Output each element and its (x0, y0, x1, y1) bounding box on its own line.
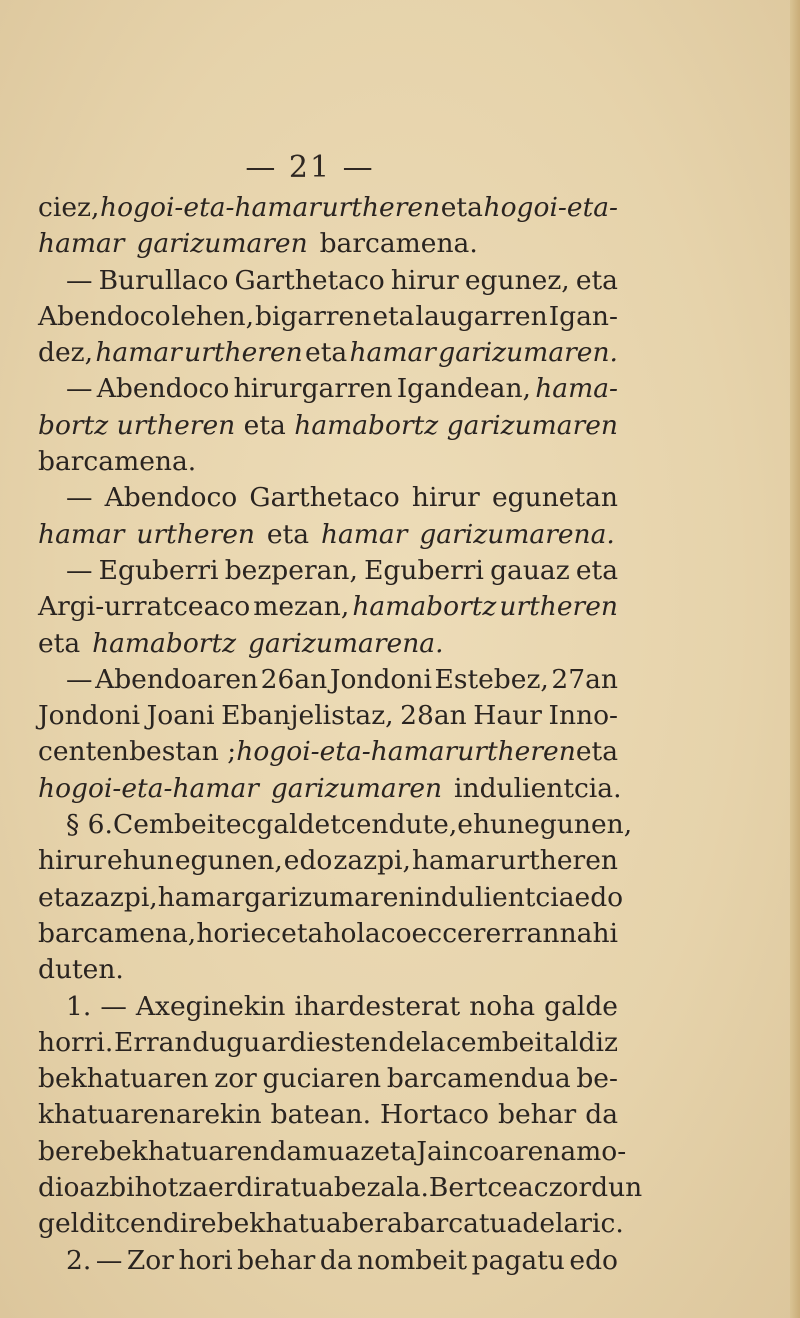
text-line (38, 1243, 618, 1279)
word: Jondoni (329, 663, 432, 695)
word: erran (485, 917, 560, 949)
text-line (38, 299, 618, 335)
italic-word: hamar (320, 518, 408, 550)
word: ihardesterat (294, 990, 461, 1022)
word: duten. (38, 954, 124, 986)
word: horiec (196, 917, 282, 949)
text-line (38, 226, 618, 262)
word: — (66, 264, 93, 296)
text-line (38, 589, 618, 625)
italic-word: hogoi-eta-hamar (100, 192, 321, 223)
word: eta (372, 300, 415, 332)
word: eta (440, 192, 483, 223)
word: Estebez, (434, 663, 549, 695)
word: behar (498, 1099, 577, 1131)
word: zazpi, (80, 881, 158, 913)
word: nombeit (357, 1244, 468, 1276)
word: eta (38, 881, 81, 913)
word: indulientcia. (454, 772, 622, 804)
italic-word: garizumaren (136, 228, 308, 260)
text-line (38, 335, 618, 371)
word: noha (469, 990, 536, 1022)
word: hamar (157, 881, 245, 913)
word: Abendoco (38, 300, 171, 332)
word: eta (575, 736, 618, 768)
italic-word: urtheren (184, 337, 303, 369)
word: centen (38, 736, 129, 768)
word: eta (38, 627, 81, 659)
word: Argi-urratceaco (38, 591, 251, 623)
word: Erran (114, 1026, 192, 1058)
word: ciez, (38, 192, 100, 223)
word: amo- (560, 1135, 627, 1167)
word: Haur (473, 700, 542, 732)
word: egunetan (492, 482, 618, 514)
word: Inno- (548, 700, 618, 732)
word: barcatua (402, 1208, 523, 1240)
word: Jondoni (38, 700, 141, 732)
italic-word: hamabortz (92, 627, 237, 659)
word: dugu (192, 1026, 261, 1058)
word: dioaz (38, 1172, 110, 1204)
word: edo (283, 845, 333, 877)
word: guciaren (262, 1063, 382, 1095)
word: zazpi, (333, 845, 411, 877)
italic-word: garizumaren. (438, 337, 618, 369)
word: — (66, 554, 93, 586)
word: khatuarenarekin (38, 1099, 262, 1131)
word: ardiesten (261, 1026, 388, 1058)
word: laugarren (415, 300, 548, 332)
text-line (38, 916, 618, 952)
word: bekhatuaren (38, 1063, 209, 1095)
word: Zor (126, 1244, 174, 1276)
word: edo (569, 1244, 618, 1276)
word: ehun (457, 809, 525, 841)
italic-word: hogoi-eta-hamar (236, 736, 458, 768)
word: eta (575, 554, 618, 586)
word: bekhatua (216, 1208, 342, 1240)
word: barcamena. (38, 446, 197, 478)
word: Cembeitec (112, 809, 257, 841)
word: batean. (270, 1099, 372, 1131)
word: eta (374, 1135, 417, 1167)
word: damuaz (269, 1135, 375, 1167)
text-line (38, 517, 618, 553)
word: Jaincoaren (416, 1135, 561, 1167)
italic-word: urtheren (116, 409, 236, 441)
word: Eguberri (98, 554, 219, 586)
word: eta (266, 518, 310, 550)
italic-word: urtheren (321, 192, 441, 223)
word: barcamena, (38, 917, 197, 949)
word: bekhatuaren (99, 1135, 270, 1167)
italic-word: urtheren (136, 518, 255, 550)
italic-word: hogoi-eta- (483, 192, 618, 223)
word: § 6. (66, 809, 113, 841)
word: Axeginekin (135, 990, 286, 1022)
word: da (319, 1244, 353, 1276)
italic-word: garizumarena. (419, 518, 615, 550)
page-edge (790, 0, 800, 1318)
word: 26an (260, 663, 328, 695)
word: pagatu (471, 1244, 565, 1276)
word: aldiz (554, 1026, 618, 1058)
text-line (38, 989, 618, 1025)
word: 28an (400, 700, 467, 732)
text-line (38, 408, 618, 444)
italic-word: hamabortz (294, 409, 439, 441)
italic-word: hamabortz (352, 591, 497, 623)
text-line (38, 771, 622, 807)
word: dute, (388, 809, 458, 841)
word: — (95, 1244, 123, 1276)
word: egunen, (524, 809, 633, 841)
page-body-text (38, 190, 643, 1279)
italic-word: hama- (535, 373, 618, 405)
italic-word: urtheren (457, 736, 576, 768)
text-line (38, 190, 618, 226)
word: Abendoco (104, 482, 238, 514)
word: hirur (411, 482, 480, 514)
text-line (38, 1025, 618, 1061)
word: edo (574, 881, 624, 913)
word: Garthetaco (234, 264, 385, 296)
word: be- (576, 1063, 618, 1095)
italic-word: hamar (38, 518, 125, 550)
word: erdiratua (208, 1172, 334, 1204)
word: da (585, 1099, 618, 1131)
word: cer (442, 917, 486, 949)
word: Garthetaco (249, 482, 400, 514)
word: behar (237, 1244, 316, 1276)
text-line (38, 1134, 627, 1170)
italic-word: garizumaren (446, 409, 618, 441)
word: Igan- (548, 300, 618, 332)
text-line (38, 444, 618, 480)
word: eta (281, 917, 324, 949)
word: hamar (411, 845, 499, 877)
word: lehen, (171, 300, 254, 332)
word: urtheren (499, 845, 618, 877)
word: hirur (38, 845, 106, 877)
text-line (38, 952, 618, 988)
word: bezala. (333, 1172, 429, 1204)
word: — (66, 663, 93, 695)
word: horri. (38, 1026, 114, 1058)
word: bezperan, (224, 554, 358, 586)
word: — (100, 990, 127, 1022)
italic-word: hamar (38, 228, 125, 260)
text-line (38, 880, 624, 916)
word: hirurgarren (233, 373, 393, 405)
word: eta (575, 264, 618, 296)
word: bihotza (109, 1172, 209, 1204)
word: bestan ; (129, 736, 237, 768)
word: barcamendua (386, 1063, 571, 1095)
word: barcamena. (319, 228, 478, 260)
text-line (38, 734, 618, 770)
word: zordun (548, 1172, 643, 1204)
word: 27an (551, 663, 618, 695)
text-line (38, 1061, 618, 1097)
word: Hortaco (380, 1099, 490, 1131)
word: 2. (66, 1244, 92, 1276)
word: hori (178, 1244, 233, 1276)
text-line (38, 843, 618, 879)
word: eta (243, 409, 286, 441)
word: egunen, (174, 845, 283, 877)
text-line (38, 807, 633, 843)
word: nahi (559, 917, 618, 949)
word: gelditcen (38, 1208, 163, 1240)
word: Abendoco (96, 373, 230, 405)
word: ehun (106, 845, 174, 877)
italic-word: garizumarena. (247, 627, 444, 659)
word: delaric. (522, 1208, 624, 1240)
word: — (66, 482, 93, 514)
word: bera (341, 1208, 403, 1240)
italic-word: hamar (349, 337, 436, 369)
italic-word: bortz (38, 409, 109, 441)
word: garizumaren (244, 881, 416, 913)
text-line (38, 371, 618, 407)
word: Joani (146, 700, 215, 732)
text-line (38, 626, 618, 662)
word: Bertceac (428, 1172, 549, 1204)
word: Abendoaren (95, 663, 259, 695)
word: holacoec (323, 917, 443, 949)
text-line (38, 1206, 624, 1242)
word: Ebanjelistaz, (221, 700, 394, 732)
word: 1. (66, 990, 92, 1022)
word: Igandean, (396, 373, 531, 405)
word: indulientcia (415, 881, 575, 913)
text-line (38, 662, 618, 698)
word: egunez, (464, 264, 570, 296)
word: bere (38, 1135, 99, 1167)
word: Eguberri (364, 554, 484, 586)
word: hirur (390, 264, 459, 296)
italic-word: hogoi-eta-hamar (38, 772, 259, 804)
text-line (38, 480, 618, 516)
word: zor (214, 1063, 257, 1095)
word: eta (305, 337, 348, 369)
italic-word: hamar (95, 337, 182, 369)
word: Burullaco (98, 264, 229, 296)
text-line (38, 553, 618, 589)
text-line (38, 698, 618, 734)
italic-word: urtheren (499, 591, 618, 623)
word: mezan, (253, 591, 350, 623)
page-number: — 21 — (245, 150, 375, 185)
word: galde (544, 990, 618, 1022)
text-line (38, 1097, 618, 1133)
word: dela (388, 1026, 446, 1058)
word: bigarren (255, 300, 372, 332)
word: dire (162, 1208, 217, 1240)
text-line (38, 1170, 643, 1206)
word: galdetcen (256, 809, 389, 841)
word: — (66, 373, 93, 405)
text-line (38, 263, 618, 299)
word: dez, (38, 337, 94, 369)
word: gauaz (490, 554, 570, 586)
italic-word: garizumaren (270, 772, 443, 804)
word: cembeit (446, 1026, 554, 1058)
